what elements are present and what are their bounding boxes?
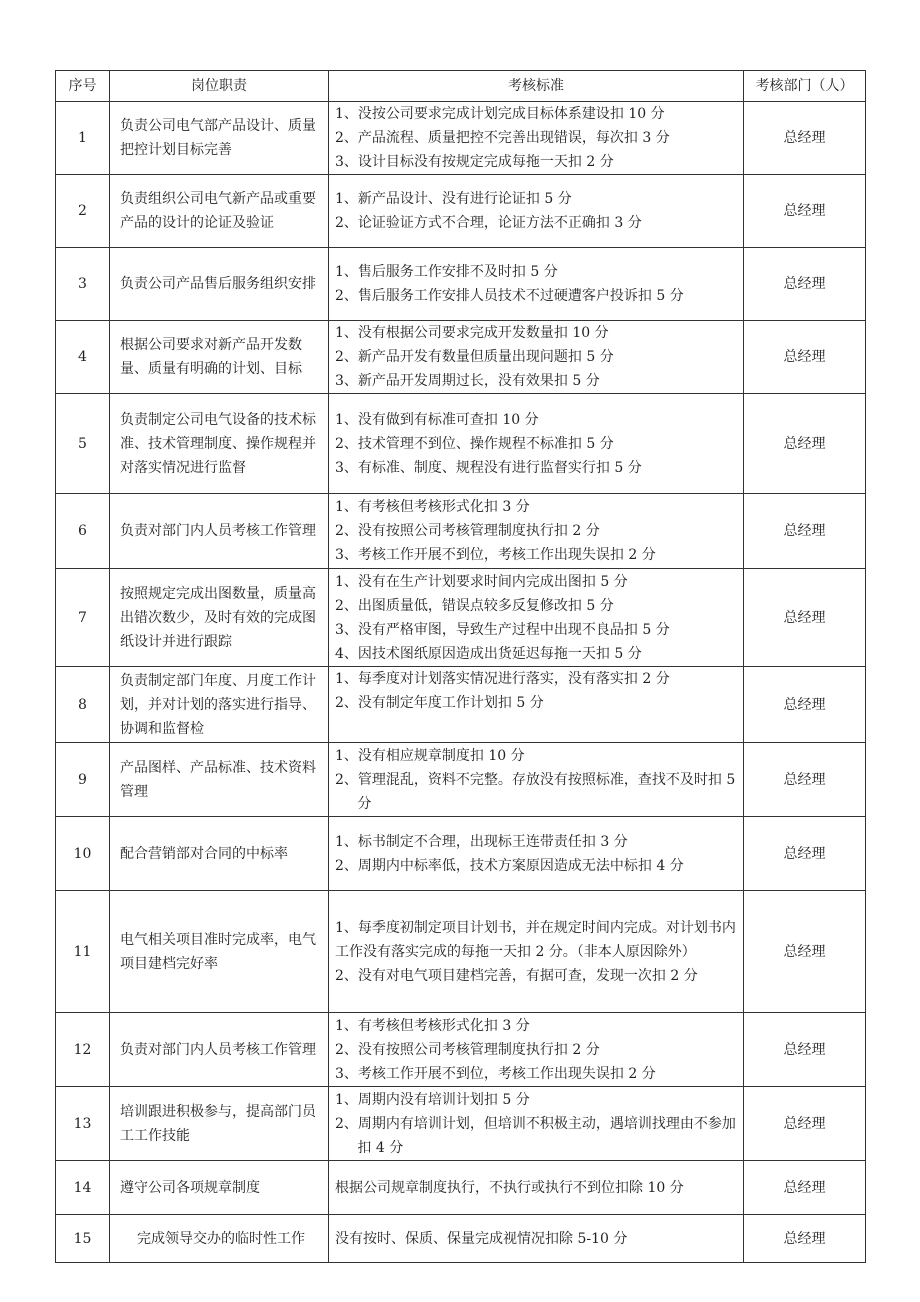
standard-item: 2、没有对电气项目建档完善，有据可查，发现一次扣 2 分 — [335, 967, 698, 984]
standard-item: 1、标书制定不合理，出现标王连带责任扣 3 分 — [335, 833, 628, 850]
row-number: 1 — [56, 102, 110, 175]
header-dept: 考核部门（人） — [744, 71, 866, 102]
row-duty: 遵守公司各项规章制度 — [110, 1161, 329, 1215]
row-dept: 总经理 — [744, 1013, 866, 1087]
standard-item: 1、周期内没有培训计划扣 5 分 — [335, 1091, 530, 1108]
table-row — [56, 102, 866, 175]
row-number: 2 — [56, 175, 110, 248]
standard-item: 1、售后服务工作安排不及时扣 5 分 — [335, 264, 558, 280]
table-row — [56, 394, 866, 494]
table-row — [56, 1087, 866, 1161]
standard-item: 3、设计目标没有按规定完成每拖一天扣 2 分 — [335, 154, 614, 170]
standard-item: 1、有考核但考核形式化扣 3 分 — [335, 1017, 530, 1034]
standard-item: 1、有考核但考核形式化扣 3 分 — [335, 499, 530, 515]
row-number: 11 — [56, 891, 110, 1013]
standard-item: 2、出图质量低，错误点较多反复修改扣 5 分 — [335, 597, 614, 614]
header-row — [56, 71, 866, 102]
row-standards — [329, 1087, 744, 1161]
row-standards — [329, 248, 744, 321]
row-duty: 按照规定完成出图数量，质量高出错次数少，及时有效的完成图纸设计并进行跟踪 — [110, 569, 329, 667]
standard-item: 1、没有根据公司要求完成开发数量扣 10 分 — [335, 325, 609, 341]
row-duty: 产品图样、产品标准、技术资料管理 — [110, 743, 329, 817]
header-standard: 考核标准 — [329, 71, 744, 102]
row-standards — [329, 1013, 744, 1087]
row-number: 15 — [56, 1215, 110, 1263]
row-standards — [329, 321, 744, 394]
row-dept: 总经理 — [744, 175, 866, 248]
row-standards — [329, 102, 744, 175]
standard-item: 1、没有相应规章制度扣 10 分 — [335, 747, 525, 764]
row-standards — [329, 569, 744, 667]
table-row — [56, 175, 866, 248]
row-dept: 总经理 — [744, 321, 866, 394]
standard-item: 没有按时、保质、保量完成视情况扣除 5-10 分 — [335, 1230, 628, 1247]
standard-item: 2、周期内有培训计划，但培训不积极主动，遇培训找理由不参加扣 4 分 — [335, 1115, 736, 1156]
row-duty: 电气相关项目准时完成率，电气项目建档完好率 — [110, 891, 329, 1013]
row-dept: 总经理 — [744, 248, 866, 321]
row-dept: 总经理 — [744, 494, 866, 569]
standard-item: 2、新产品开发有数量但质量出现问题扣 5 分 — [335, 349, 614, 365]
standard-item: 1、没有在生产计划要求时间内完成出图扣 5 分 — [335, 573, 628, 590]
kpi-table — [55, 70, 866, 1263]
standard-item: 3、没有严格审图，导致生产过程中出现不良品扣 5 分 — [335, 621, 670, 638]
row-duty: 完成领导交办的临时性工作 — [110, 1215, 329, 1263]
standard-item: 3、考核工作开展不到位，考核工作出现失误扣 2 分 — [335, 547, 656, 563]
standard-item: 1、新产品设计、没有进行论证扣 5 分 — [335, 191, 572, 207]
table-row — [56, 321, 866, 394]
standard-item: 2、没有制定年度工作计划扣 5 分 — [335, 695, 544, 711]
row-standards — [329, 1161, 744, 1215]
table-row — [56, 248, 866, 321]
standard-item: 1、每季度对计划落实情况进行落实，没有落实扣 2 分 — [335, 671, 670, 687]
table-row — [56, 494, 866, 569]
row-number: 12 — [56, 1013, 110, 1087]
row-duty: 负责对部门内人员考核工作管理 — [110, 1013, 329, 1087]
header-no: 序号 — [56, 71, 110, 102]
row-number: 9 — [56, 743, 110, 817]
row-dept: 总经理 — [744, 1087, 866, 1161]
table-row — [56, 667, 866, 743]
row-duty: 配合营销部对合同的中标率 — [110, 817, 329, 891]
row-duty: 负责公司产品售后服务组织安排 — [110, 248, 329, 321]
standard-item: 3、新产品开发周期过长，没有效果扣 5 分 — [335, 373, 600, 389]
standard-item: 2、管理混乱，资料不完整。存放没有按照标准，查找不及时扣 5 分 — [335, 771, 736, 812]
standard-item: 1、每季度初制定项目计划书，并在规定时间内完成。对计划书内工作没有落实完成的每拖一天扣 2 分。（非本人原因除外） — [335, 919, 736, 960]
row-number: 5 — [56, 394, 110, 494]
row-dept: 总经理 — [744, 394, 866, 494]
row-standards — [329, 394, 744, 494]
standard-item: 2、论证验证方式不合理，论证方法不正确扣 3 分 — [335, 215, 642, 231]
table-row — [56, 743, 866, 817]
standard-item: 根据公司规章制度执行，不执行或执行不到位扣除 10 分 — [335, 1179, 684, 1196]
row-standards — [329, 817, 744, 891]
row-dept: 总经理 — [744, 102, 866, 175]
row-duty: 根据公司要求对新产品开发数量、质量有明确的计划、目标 — [110, 321, 329, 394]
row-standards — [329, 667, 744, 743]
row-standards — [329, 175, 744, 248]
row-dept: 总经理 — [744, 569, 866, 667]
table-row — [56, 1013, 866, 1087]
row-duty: 负责组织公司电气新产品或重要产品的设计的论证及验证 — [110, 175, 329, 248]
row-duty: 负责公司电气部产品设计、质量把控计划目标完善 — [110, 102, 329, 175]
standard-item: 2、周期内中标率低，技术方案原因造成无法中标扣 4 分 — [335, 857, 684, 874]
standard-item: 3、有标准、制度、规程没有进行监督实行扣 5 分 — [335, 459, 642, 476]
row-number: 13 — [56, 1087, 110, 1161]
standard-item: 2、没有按照公司考核管理制度执行扣 2 分 — [335, 523, 600, 539]
table-row — [56, 569, 866, 667]
table-body — [56, 102, 866, 1263]
row-dept: 总经理 — [744, 1215, 866, 1263]
row-duty: 负责制定公司电气设备的技术标准、技术管理制度、操作规程并对落实情况进行监督 — [110, 394, 329, 494]
row-dept: 总经理 — [744, 817, 866, 891]
row-standards — [329, 1215, 744, 1263]
row-standards — [329, 494, 744, 569]
row-standards — [329, 743, 744, 817]
row-number: 8 — [56, 667, 110, 743]
table-row — [56, 1215, 866, 1263]
table-row — [56, 817, 866, 891]
header-duty: 岗位职责 — [110, 71, 329, 102]
row-duty: 负责制定部门年度、月度工作计划，并对计划的落实进行指导、协调和监督检 — [110, 667, 329, 743]
row-dept: 总经理 — [744, 667, 866, 743]
standard-item: 2、技术管理不到位、操作规程不标准扣 5 分 — [335, 435, 614, 452]
row-number: 6 — [56, 494, 110, 569]
row-dept: 总经理 — [744, 743, 866, 817]
row-duty: 负责对部门内人员考核工作管理 — [110, 494, 329, 569]
standard-item: 2、产品流程、质量把控不完善出现错误，每次扣 3 分 — [335, 130, 670, 146]
row-number: 10 — [56, 817, 110, 891]
table-row — [56, 1161, 866, 1215]
row-dept: 总经理 — [744, 891, 866, 1013]
row-number: 3 — [56, 248, 110, 321]
row-number: 14 — [56, 1161, 110, 1215]
standard-item: 2、没有按照公司考核管理制度执行扣 2 分 — [335, 1041, 600, 1058]
standard-item: 1、没有做到有标准可查扣 10 分 — [335, 411, 539, 428]
row-duty: 培训跟进积极参与，提高部门员工工作技能 — [110, 1087, 329, 1161]
row-number: 4 — [56, 321, 110, 394]
row-dept: 总经理 — [744, 1161, 866, 1215]
standard-item: 3、考核工作开展不到位，考核工作出现失误扣 2 分 — [335, 1065, 656, 1082]
row-number: 7 — [56, 569, 110, 667]
standard-item: 4、因技术图纸原因造成出货延迟每拖一天扣 5 分 — [335, 645, 642, 662]
table-row — [56, 891, 866, 1013]
standard-item: 2、售后服务工作安排人员技术不过硬遭客户投诉扣 5 分 — [335, 288, 684, 304]
standard-item: 1、没按公司要求完成计划完成目标体系建设扣 10 分 — [335, 106, 665, 122]
row-standards — [329, 891, 744, 1013]
